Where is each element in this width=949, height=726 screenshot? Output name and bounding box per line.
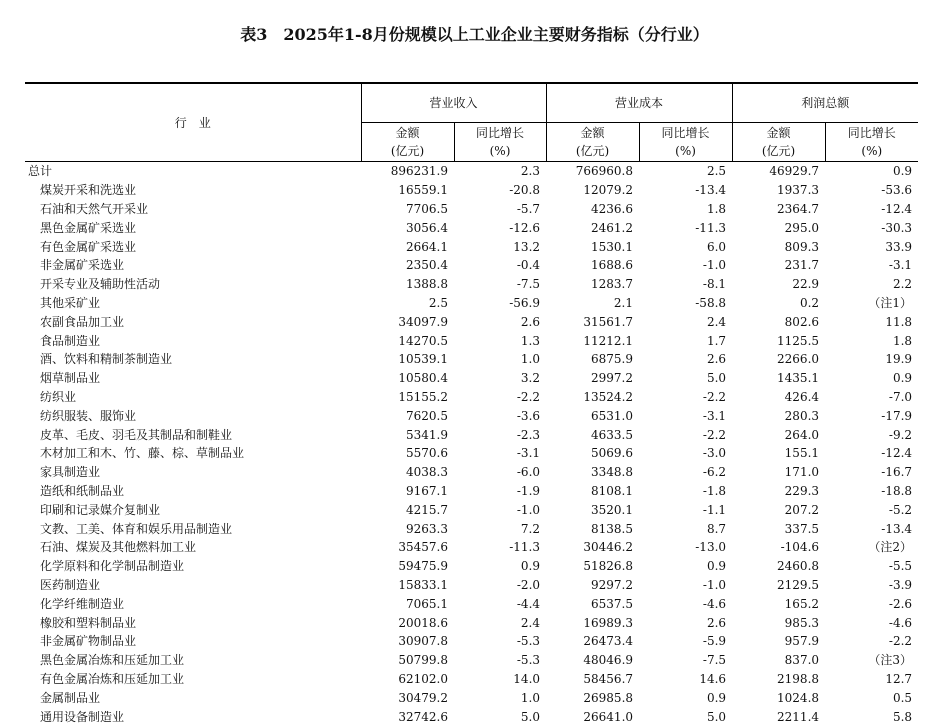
revenue-growth-cell: -5.3 (516, 653, 541, 668)
revenue-amount-cell: 62102.0 (398, 671, 448, 686)
profit-growth-cell: -9.2 (888, 427, 913, 442)
revenue-amount-cell: 1388.8 (406, 277, 448, 292)
revenue-amount-cell: 34097.9 (398, 314, 448, 329)
revenue-growth-cell: 14.0 (513, 671, 541, 686)
cost-amount-cell: 31561.7 (583, 314, 634, 329)
cost-growth-cell: -3.1 (702, 408, 727, 423)
cost-growth-cell: 2.4 (706, 314, 727, 329)
industry-name: 纺织业 (40, 389, 77, 404)
profit-growth-cell: -17.9 (881, 408, 913, 423)
cost-amount-cell: 9297.2 (591, 577, 634, 592)
revenue-amount-cell: 10580.4 (398, 371, 448, 386)
cost-growth-cell: 5.0 (706, 709, 727, 724)
revenue-amount-cell: 35457.6 (398, 540, 448, 555)
table-row (25, 444, 918, 463)
cost-growth-cell: -13.0 (695, 540, 727, 555)
profit-growth-cell: -2.6 (888, 596, 913, 611)
cost-amount-cell: 3520.1 (591, 502, 634, 517)
revenue-amount-cell: 896231.9 (390, 164, 448, 179)
revenue-amount-cell: 15833.1 (398, 577, 448, 592)
table-row (25, 388, 918, 407)
revenue-growth-cell: 7.2 (520, 521, 541, 536)
header-profit: 利润总额 (732, 83, 918, 123)
industry-name: 文教、工美、体育和娱乐用品制造业 (40, 521, 233, 536)
profit-growth-cell: 33.9 (885, 239, 913, 254)
industry-name: 总计 (28, 164, 53, 179)
profit-amount-cell: 207.2 (784, 502, 820, 517)
industry-name: 烟草制品业 (40, 371, 101, 386)
profit-growth-cell: -53.6 (881, 183, 913, 198)
profit-amount-cell: 985.3 (784, 615, 820, 630)
profit-amount-cell: 264.0 (784, 427, 820, 442)
profit-growth-cell: -16.7 (881, 465, 913, 480)
cost-growth-cell: -1.8 (702, 483, 727, 498)
revenue-amount-cell: 59475.9 (398, 559, 448, 574)
revenue-amount-cell: 9263.3 (406, 521, 448, 536)
revenue-amount-cell: 50799.8 (398, 653, 448, 668)
cost-growth-cell: -2.2 (702, 427, 727, 442)
revenue-growth-cell: -20.8 (509, 183, 541, 198)
header-industry: 行 业 (25, 83, 361, 162)
industry-name: 农副食品加工业 (40, 314, 125, 329)
profit-amount-cell: 837.0 (784, 653, 820, 668)
table-row (25, 162, 918, 181)
industry-name: 石油和天然气开采业 (40, 201, 149, 216)
profit-amount-cell: 0.2 (799, 295, 820, 310)
profit-growth-cell: （注3） (868, 653, 913, 668)
cost-amount-cell: 766960.8 (575, 164, 634, 179)
profit-growth-cell: -12.4 (881, 201, 913, 216)
profit-growth-cell: （注1） (868, 295, 913, 310)
profit-growth-cell: 2.2 (892, 277, 913, 292)
cost-growth-cell: 14.6 (699, 671, 727, 686)
header-cost-amount: 金额 (亿元) (546, 123, 639, 162)
cost-amount-cell: 16989.3 (583, 615, 634, 630)
revenue-amount-cell: 16559.1 (398, 183, 448, 198)
profit-growth-cell: 5.8 (892, 709, 913, 724)
cost-amount-cell: 1283.7 (591, 277, 634, 292)
table-row (25, 256, 918, 275)
industry-name: 家具制造业 (40, 465, 101, 480)
revenue-growth-cell: -0.4 (516, 258, 541, 273)
profit-amount-cell: 2211.4 (777, 709, 820, 724)
cost-amount-cell: 4633.5 (591, 427, 634, 442)
revenue-growth-cell: -4.4 (516, 596, 541, 611)
cost-growth-cell: -13.4 (695, 183, 727, 198)
industry-name: 黑色金属冶炼和压延加工业 (40, 653, 185, 668)
revenue-amount-cell: 4038.3 (406, 465, 448, 480)
cost-growth-cell: -4.6 (702, 596, 727, 611)
revenue-growth-cell: 2.4 (520, 615, 541, 630)
cost-amount-cell: 8138.5 (591, 521, 634, 536)
profit-growth-cell: -2.2 (888, 634, 913, 649)
cost-amount-cell: 48046.9 (583, 653, 634, 668)
cost-growth-cell: 0.9 (706, 690, 727, 705)
cost-amount-cell: 26985.8 (583, 690, 634, 705)
cost-amount-cell: 2.1 (613, 295, 634, 310)
table-row (25, 331, 918, 350)
cost-growth-cell: 2.6 (706, 615, 727, 630)
header-revenue: 营业收入 (361, 83, 546, 123)
revenue-growth-cell: 3.2 (520, 371, 541, 386)
revenue-amount-cell: 7620.5 (406, 408, 448, 423)
cost-growth-cell: -1.0 (702, 258, 727, 273)
profit-amount-cell: 426.4 (784, 389, 820, 404)
cost-growth-cell: -5.9 (702, 634, 727, 649)
profit-growth-cell: 0.9 (892, 371, 913, 386)
profit-growth-cell: -5.5 (888, 559, 913, 574)
profit-amount-cell: 229.3 (784, 483, 820, 498)
table-row (25, 294, 918, 313)
table-row (25, 651, 918, 670)
cost-amount-cell: 30446.2 (583, 540, 634, 555)
industry-name: 食品制造业 (40, 333, 101, 348)
revenue-amount-cell: 10539.1 (398, 352, 448, 367)
table-row (25, 670, 918, 689)
revenue-growth-cell: -56.9 (509, 295, 541, 310)
revenue-amount-cell: 20018.6 (398, 615, 448, 630)
table-row (25, 576, 918, 595)
cost-amount-cell: 6875.9 (591, 352, 634, 367)
industry-name: 酒、饮料和精制茶制造业 (40, 352, 173, 367)
revenue-amount-cell: 32742.6 (398, 709, 448, 724)
profit-amount-cell: 1125.5 (777, 333, 820, 348)
cost-growth-cell: 1.7 (706, 333, 727, 348)
industry-name: 化学纤维制造业 (40, 596, 125, 611)
cost-amount-cell: 58456.7 (583, 671, 634, 686)
industry-name: 木材加工和木、竹、藤、棕、草制品业 (40, 446, 245, 461)
table-row (25, 463, 918, 482)
profit-growth-cell: -3.9 (888, 577, 913, 592)
table-row (25, 406, 918, 425)
header-revenue-growth: 同比增长 (%) (454, 123, 546, 162)
profit-amount-cell: 165.2 (784, 596, 820, 611)
table-row (25, 613, 918, 632)
industry-name: 医药制造业 (40, 577, 101, 592)
profit-amount-cell: 2198.8 (777, 671, 820, 686)
industry-name: 橡胶和塑料制品业 (40, 615, 137, 630)
profit-growth-cell: （注2） (868, 540, 913, 555)
revenue-growth-cell: 13.2 (513, 239, 541, 254)
revenue-amount-cell: 3056.4 (406, 220, 448, 235)
revenue-amount-cell: 2664.1 (406, 239, 448, 254)
industry-name: 非金属矿采选业 (40, 258, 125, 273)
industry-name: 化学原料和化学制品制造业 (40, 559, 185, 574)
profit-growth-cell: -5.2 (888, 502, 913, 517)
header-revenue-amount: 金额 (亿元) (361, 123, 454, 162)
revenue-growth-cell: 5.0 (520, 709, 541, 724)
profit-amount-cell: 1024.8 (777, 690, 820, 705)
profit-growth-cell: -7.0 (888, 389, 913, 404)
cost-amount-cell: 6531.0 (591, 408, 634, 423)
profit-amount-cell: 231.7 (784, 258, 820, 273)
revenue-growth-cell: -3.1 (516, 446, 541, 461)
profit-amount-cell: 2129.5 (777, 577, 820, 592)
revenue-growth-cell: 1.0 (520, 690, 541, 705)
profit-growth-cell: 12.7 (885, 671, 913, 686)
revenue-amount-cell: 14270.5 (398, 333, 448, 348)
cost-growth-cell: -3.0 (702, 446, 727, 461)
industry-name: 其他采矿业 (40, 295, 101, 310)
revenue-growth-cell: -3.6 (516, 408, 541, 423)
header-profit-amount: 金额 (亿元) (732, 123, 825, 162)
industry-name: 纺织服装、服饰业 (40, 408, 137, 423)
profit-growth-cell: -13.4 (881, 521, 913, 536)
profit-amount-cell: 809.3 (784, 239, 820, 254)
revenue-growth-cell: -2.2 (516, 389, 541, 404)
cost-growth-cell: 6.0 (706, 239, 727, 254)
cost-amount-cell: 12079.2 (583, 183, 634, 198)
revenue-amount-cell: 2.5 (428, 295, 448, 310)
revenue-growth-cell: -5.3 (516, 634, 541, 649)
cost-growth-cell: -7.5 (702, 653, 727, 668)
revenue-growth-cell: -12.6 (509, 220, 541, 235)
industry-name: 煤炭开采和洗选业 (40, 183, 137, 198)
revenue-growth-cell: -11.3 (509, 540, 541, 555)
revenue-growth-cell: -5.7 (516, 201, 541, 216)
financial-indicators-table (25, 82, 918, 726)
cost-growth-cell: -11.3 (695, 220, 727, 235)
table-row (25, 707, 918, 726)
revenue-growth-cell: 0.9 (520, 559, 541, 574)
profit-growth-cell: -18.8 (881, 483, 913, 498)
industry-name: 石油、煤炭及其他燃料加工业 (40, 540, 197, 555)
table-row (25, 181, 918, 200)
profit-amount-cell: 280.3 (784, 408, 820, 423)
cost-growth-cell: -8.1 (702, 277, 727, 292)
cost-growth-cell: 1.8 (706, 201, 727, 216)
revenue-growth-cell: 1.3 (520, 333, 541, 348)
revenue-amount-cell: 15155.2 (398, 389, 448, 404)
table-row (25, 594, 918, 613)
profit-amount-cell: 295.0 (784, 220, 820, 235)
cost-amount-cell: 1530.1 (591, 239, 634, 254)
profit-amount-cell: -104.6 (780, 540, 820, 555)
revenue-amount-cell: 9167.1 (406, 483, 448, 498)
revenue-growth-cell: 1.0 (520, 352, 541, 367)
table-row (25, 200, 918, 219)
cost-growth-cell: -6.2 (702, 465, 727, 480)
table-row (25, 538, 918, 557)
profit-growth-cell: 0.5 (892, 690, 913, 705)
industry-name: 金属制品业 (40, 690, 101, 705)
table-row (25, 688, 918, 707)
profit-growth-cell: 19.9 (885, 352, 913, 367)
cost-growth-cell: 5.0 (706, 371, 727, 386)
table-body (25, 162, 918, 726)
cost-amount-cell: 3348.8 (591, 465, 634, 480)
revenue-amount-cell: 4215.7 (406, 502, 448, 517)
revenue-growth-cell: -2.0 (516, 577, 541, 592)
profit-amount-cell: 1435.1 (777, 371, 820, 386)
cost-growth-cell: -1.0 (702, 577, 727, 592)
profit-amount-cell: 171.0 (784, 465, 820, 480)
profit-growth-cell: -4.6 (888, 615, 913, 630)
industry-name: 有色金属矿采选业 (40, 239, 137, 254)
profit-growth-cell: -30.3 (881, 220, 913, 235)
cost-growth-cell: 2.5 (706, 164, 727, 179)
header-profit-growth: 同比增长 (%) (825, 123, 918, 162)
cost-amount-cell: 1688.6 (591, 258, 634, 273)
revenue-growth-cell: 2.6 (520, 314, 541, 329)
cost-amount-cell: 13524.2 (583, 389, 634, 404)
profit-growth-cell: 0.9 (892, 164, 913, 179)
industry-name: 皮革、毛皮、羽毛及其制品和制鞋业 (40, 427, 233, 442)
cost-amount-cell: 11212.1 (583, 333, 634, 348)
profit-amount-cell: 46929.7 (769, 164, 820, 179)
revenue-amount-cell: 2350.4 (406, 258, 448, 273)
table-title: 表3 2025年1-8月份规模以上工业企业主要财务指标（分行业） (240, 25, 709, 44)
revenue-growth-cell: -7.5 (516, 277, 541, 292)
industry-name: 印刷和记录媒介复制业 (40, 502, 161, 517)
cost-amount-cell: 2997.2 (591, 371, 634, 386)
cost-amount-cell: 6537.5 (591, 596, 634, 611)
profit-amount-cell: 957.9 (784, 634, 820, 649)
header-cost-growth: 同比增长 (%) (639, 123, 732, 162)
industry-name: 开采专业及辅助性活动 (40, 277, 161, 292)
revenue-amount-cell: 30907.8 (398, 634, 448, 649)
profit-amount-cell: 2364.7 (777, 201, 820, 216)
cost-amount-cell: 4236.6 (591, 201, 634, 216)
cost-amount-cell: 2461.2 (591, 220, 634, 235)
industry-name: 造纸和纸制品业 (40, 483, 125, 498)
profit-amount-cell: 22.9 (792, 277, 820, 292)
profit-amount-cell: 2266.0 (777, 352, 820, 367)
cost-growth-cell: -58.8 (695, 295, 727, 310)
revenue-amount-cell: 30479.2 (398, 690, 448, 705)
cost-amount-cell: 26473.4 (583, 634, 634, 649)
profit-growth-cell: -12.4 (881, 446, 913, 461)
cost-growth-cell: 8.7 (706, 521, 727, 536)
header-cost: 营业成本 (546, 83, 732, 123)
table-row (25, 218, 918, 237)
revenue-amount-cell: 5570.6 (406, 446, 448, 461)
table-row (25, 312, 918, 331)
revenue-amount-cell: 7065.1 (406, 596, 448, 611)
profit-amount-cell: 1937.3 (777, 183, 820, 198)
industry-name: 通用设备制造业 (40, 709, 125, 724)
profit-amount-cell: 337.5 (784, 521, 820, 536)
table-row (25, 275, 918, 294)
table-row (25, 425, 918, 444)
industry-name: 有色金属冶炼和压延加工业 (40, 671, 185, 686)
profit-amount-cell: 802.6 (784, 314, 820, 329)
profit-amount-cell: 155.1 (784, 446, 820, 461)
revenue-amount-cell: 7706.5 (406, 201, 448, 216)
table-row (25, 519, 918, 538)
revenue-amount-cell: 5341.9 (406, 427, 448, 442)
table-row (25, 632, 918, 651)
profit-growth-cell: -3.1 (888, 258, 913, 273)
table-row (25, 482, 918, 501)
cost-growth-cell: -2.2 (702, 389, 727, 404)
cost-growth-cell: 0.9 (706, 559, 727, 574)
table-row (25, 369, 918, 388)
revenue-growth-cell: -2.3 (516, 427, 541, 442)
table-row (25, 237, 918, 256)
cost-amount-cell: 51826.8 (583, 559, 634, 574)
cost-amount-cell: 26641.0 (583, 709, 634, 724)
table-row (25, 500, 918, 519)
profit-growth-cell: 11.8 (885, 314, 913, 329)
cost-amount-cell: 8108.1 (591, 483, 634, 498)
industry-name: 非金属矿物制品业 (40, 634, 137, 649)
revenue-growth-cell: -6.0 (516, 465, 541, 480)
profit-amount-cell: 2460.8 (777, 559, 820, 574)
cost-growth-cell: 2.6 (706, 352, 727, 367)
cost-amount-cell: 5069.6 (591, 446, 634, 461)
revenue-growth-cell: 2.3 (520, 164, 541, 179)
table-row (25, 557, 918, 576)
industry-name: 黑色金属矿采选业 (40, 220, 137, 235)
table-row (25, 350, 918, 369)
profit-growth-cell: 1.8 (892, 333, 913, 348)
cost-growth-cell: -1.1 (702, 502, 727, 517)
revenue-growth-cell: -1.9 (516, 483, 541, 498)
revenue-growth-cell: -1.0 (516, 502, 541, 517)
